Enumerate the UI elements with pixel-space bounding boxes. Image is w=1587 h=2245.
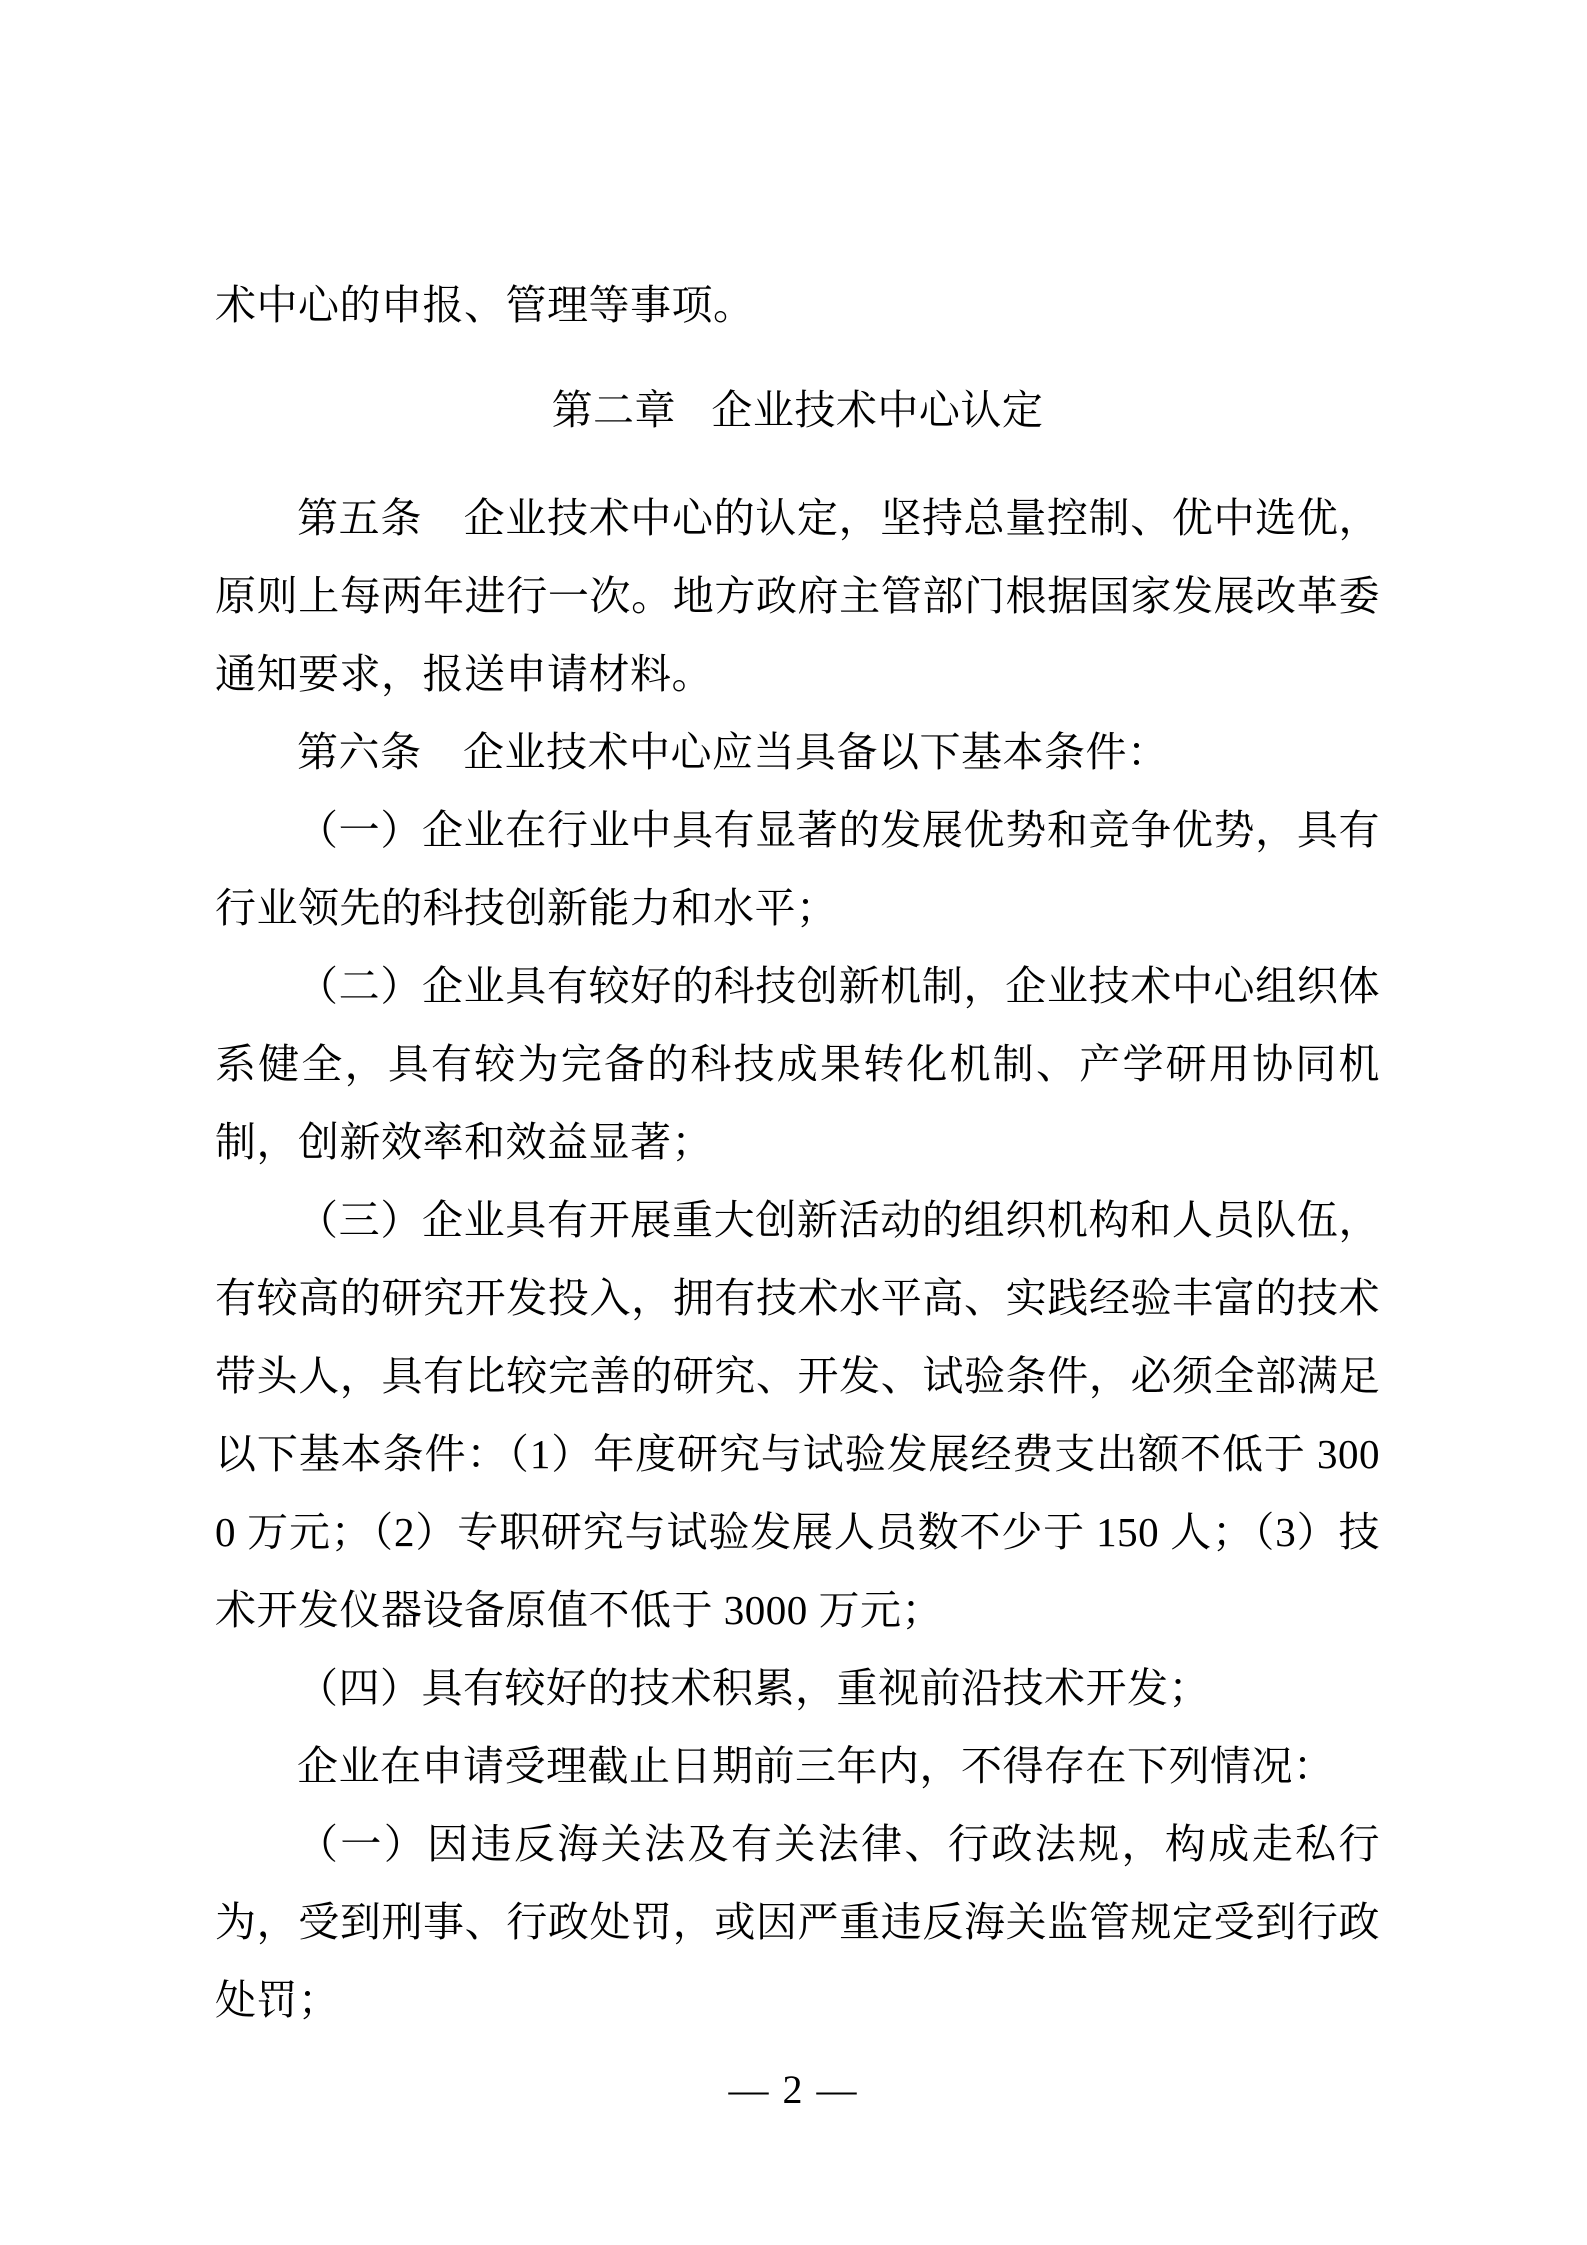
paragraph: 企业在申请受理截止日期前三年内，不得存在下列情况：: [297, 1743, 1335, 1789]
paragraph: 第六条 企业技术中心应当具备以下基本条件：: [297, 729, 1169, 775]
paragraph: 第五条 企业技术中心的认定，坚持总量控制、优中选优，原则上每两年进行一次。地方政府主管部门根据国家发展改革委通知要求，报送申请材料。: [215, 495, 1380, 697]
document-body: [215, 266, 1380, 2039]
chapter-heading: 第二章 企业技术中心认定: [551, 387, 1044, 433]
paragraph: （三）企业具有开展重大创新活动的组织机构和人员队伍，有较高的研究开发投入，拥有技术水平高、实践经验丰富的技术带头人，具有比较完善的研究、开发、试验条件，必须全部满足以下基本条件：（1）年度研究与试验发展经费支出额不低于 3000 万元；（2）专职研究与试验发展人员数不少于 150 人；（3）技术开发仪器设备原值不低于 3000 万元；: [215, 1197, 1380, 1633]
page-number: — 2 —: [728, 2067, 859, 2112]
paragraph: （一）因违反海关法及有关法律、行政法规，构成走私行为，受到刑事、行政处罚，或因严重违反海关监管规定受到行政处罚；: [215, 1821, 1380, 2023]
paragraph: （一）企业在行业中具有显著的发展优势和竞争优势，具有行业领先的科技创新能力和水平；: [215, 807, 1380, 931]
paragraph: 术中心的申报、管理等事项。: [215, 282, 755, 328]
page-footer: [0, 2062, 1587, 2118]
paragraph: （二）企业具有较好的科技创新机制，企业技术中心组织体系健全，具有较为完备的科技成果转化机制、产学研用协同机制，创新效率和效益显著；: [215, 963, 1380, 1165]
paragraph: （四）具有较好的技术积累，重视前沿技术开发；: [297, 1665, 1210, 1711]
